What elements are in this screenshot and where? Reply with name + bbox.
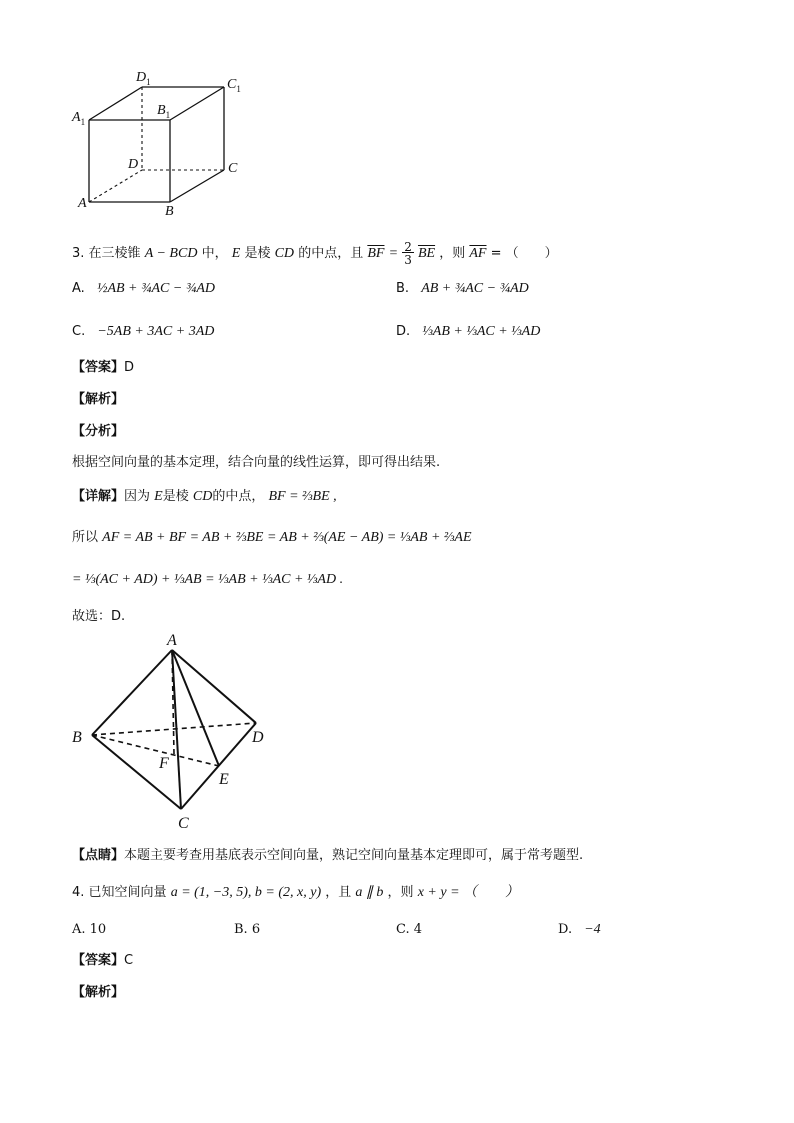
q4-answer-line xyxy=(72,954,133,967)
stem-text: 3. 在三棱锥 xyxy=(72,246,141,262)
label-c: C xyxy=(228,161,238,176)
xiangjie-point-e: E xyxy=(154,489,163,504)
q4-option-b[interactable] xyxy=(234,923,260,936)
stem-text: ，则 xyxy=(439,246,466,262)
answer-value: D xyxy=(124,360,135,375)
edge-a-b xyxy=(92,650,172,735)
derivation-prefix: 所以 xyxy=(72,530,99,545)
label-e: E xyxy=(219,771,229,788)
stem-text: = （ ） xyxy=(490,246,558,262)
q4-jiexi-tag: 【解析】 xyxy=(72,985,125,1000)
fenxi-tag: 【分析】 xyxy=(72,424,125,439)
xiangjie-text: 的中点， xyxy=(212,489,265,504)
stem-text: 是棱 xyxy=(244,246,271,262)
label-a1: $A_1$ xyxy=(72,110,86,127)
stem-vectors: a = (1, −3, 5), b = (2, x, y) xyxy=(170,885,322,900)
comment-tag: 【点睛】 xyxy=(72,848,125,863)
q4-option-b-text: B. 6 xyxy=(234,922,261,937)
q4-answer-value: C xyxy=(124,953,134,968)
label-c: C xyxy=(178,815,189,832)
stem-vector-bf: $\overline{BF}$ xyxy=(367,246,385,262)
question-4-stem xyxy=(72,886,519,900)
edge-a-e xyxy=(172,650,219,766)
label-c1: $C_1$ xyxy=(227,77,241,94)
q4-option-a[interactable] xyxy=(72,923,106,936)
derivation-line-1-text: AF = AB + BF = AB + ⅔BE = AB + ⅔(AE − AB) = ⅓AB + ⅔AE xyxy=(102,530,472,545)
derivation-line-2-text: = ⅓(AC + AD) + ⅓AB = ⅓AB + ⅓AC + ⅓AD . xyxy=(72,572,344,587)
stem-text: 中， xyxy=(201,246,228,262)
label-b1: $B_1$ xyxy=(157,103,171,120)
stem-expression: x + y = （ ） xyxy=(417,885,520,900)
xiangjie-text: 是棱 xyxy=(162,489,189,504)
option-d-text: ⅓AB + ⅓AC + ⅓AD xyxy=(422,324,541,339)
comment-text: 本题主要考查用基底表示空间向量，熟记空间向量基本定理即可，属于常考题型. xyxy=(124,848,584,863)
question-3-stem: 3. 在三棱锥 A − BCD 中， E 是棱 CD 的中点，且 $\overline{BF} = 2$ 3 $\overline{BE}$ ，则 $\overline{AF}$ = （ ） xyxy=(72,240,558,267)
q4-option-d-label: D. xyxy=(558,922,573,937)
q4-answer-tag: 【答案】 xyxy=(72,953,125,968)
stem-text: ，则 xyxy=(387,885,414,900)
xiangjie-equation: BF = ⅔BE , xyxy=(268,489,337,504)
q4-option-d[interactable] xyxy=(558,923,601,937)
fenxi-text: 根据空间向量的基本定理，结合向量的线性运算，即可得出结果. xyxy=(72,455,441,470)
stem-parallel: a ∥ b xyxy=(355,885,384,900)
q4-option-c[interactable] xyxy=(396,923,422,936)
option-c-label: C. xyxy=(72,324,86,339)
fraction-two-thirds: 2 3 xyxy=(404,240,412,267)
xiangjie-tag: 【详解】 xyxy=(72,489,125,504)
stem-point-e: E xyxy=(231,246,241,262)
xiangjie-edge-cd: CD xyxy=(192,489,213,504)
label-d: D xyxy=(128,157,139,172)
choice-line: 故选：D. xyxy=(72,609,126,624)
option-d-label: D. xyxy=(396,324,411,339)
option-a-label: A. xyxy=(72,281,85,296)
option-b-text: AB + ¾AC − ¾AD xyxy=(421,281,529,296)
option-a-text: ½AB + ¾AC − ¾AD xyxy=(96,281,215,296)
label-b: B xyxy=(165,204,174,219)
option-b-label: B. xyxy=(396,281,410,296)
label-f: F xyxy=(159,755,169,772)
option-c-text: −5AB + 3AC + 3AD xyxy=(97,324,215,339)
stem-text: ，且 xyxy=(325,885,352,900)
xiangjie-text: 因为 xyxy=(124,489,151,504)
answer-tag: 【答案】 xyxy=(72,360,125,375)
q4-option-a-text: A. 10 xyxy=(72,922,107,937)
stem-text: 的中点，且 xyxy=(298,246,364,262)
stem-vector-af: $\overline{AF}$ xyxy=(469,246,487,262)
label-d1: $D_1$ xyxy=(136,70,151,87)
comment-line xyxy=(72,849,583,862)
label-d: D xyxy=(252,729,264,746)
edge-a-d xyxy=(172,650,256,723)
jiexi-tag: 【解析】 xyxy=(72,392,125,407)
q4-option-c-text: C. 4 xyxy=(396,922,423,937)
label-a: A xyxy=(167,632,177,649)
label-b: B xyxy=(72,729,82,746)
stem-edge-cd: CD xyxy=(274,246,295,262)
stem-tetra: A − BCD xyxy=(144,246,198,262)
stem-vector-be: $\overline{BE}$ xyxy=(417,246,436,262)
stem-text: 4. 已知空间向量 xyxy=(72,885,167,900)
label-a: A xyxy=(78,196,87,211)
q4-option-d-text: −4 xyxy=(584,922,601,937)
